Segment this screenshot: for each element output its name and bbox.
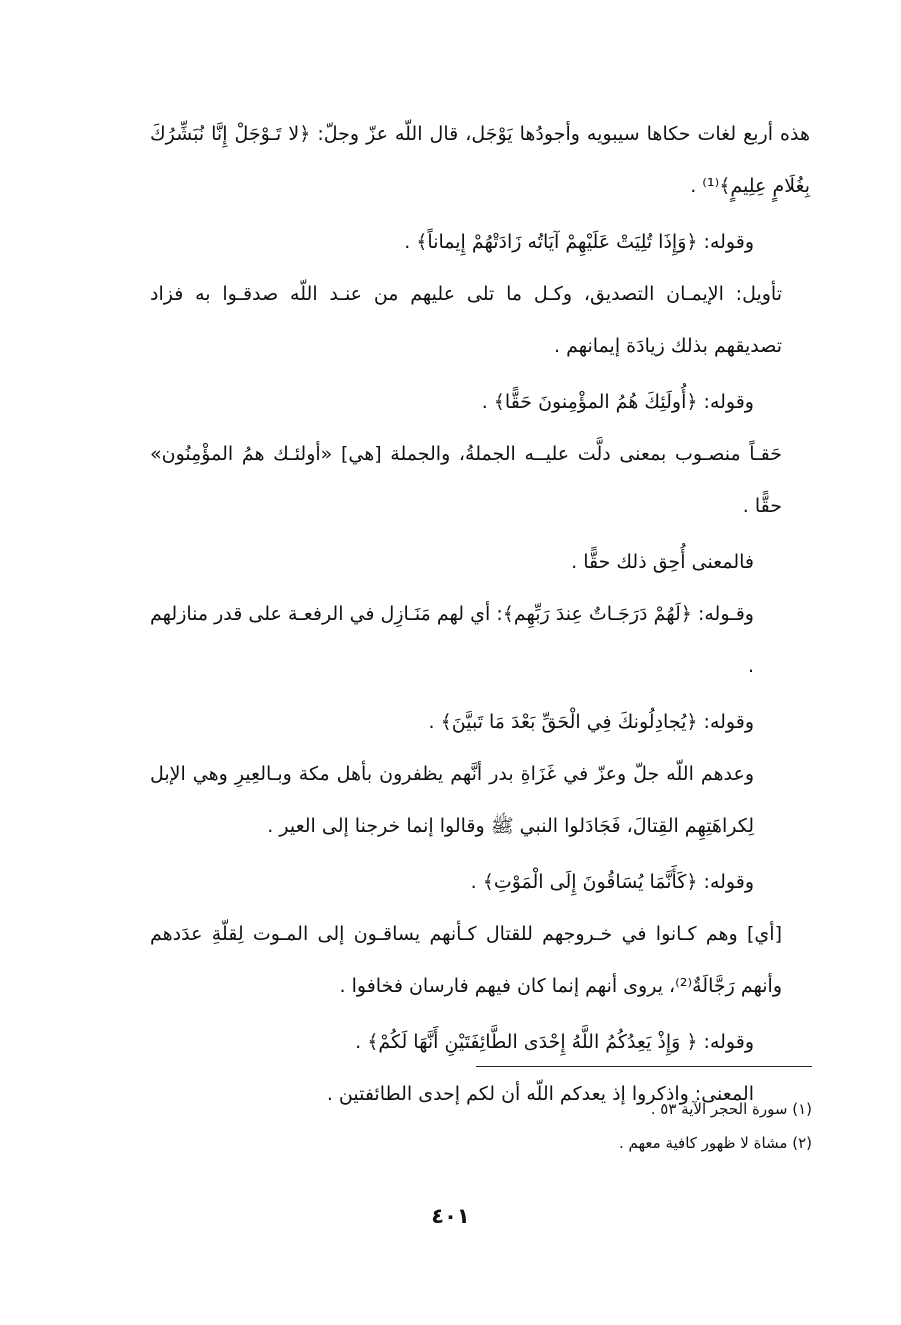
paragraph: وعدهم اللّه جلّ وعزّ في غَزَاةِ بدر أنَّهم يظفرون بأهل مكة وبـالعِيرِ وهي الإبل لِكراهَتِهِم القِتالَ، فَجَادَلوا النبي ﷺ وقالوا إنما خرجنا إلى العير . bbox=[150, 763, 754, 837]
page-number: ٤٠١ bbox=[431, 1204, 470, 1228]
paragraph: [أي] وهم كـانوا في خـروجهم للقتال كـأنهم يساقـون إلى المـوت لِقلّةِ عدَدهم وأنهم رَجَّالَةٌ⁽²⁾، يروى أنهم إنما كان فيهم فارسان فخافوا . bbox=[150, 923, 782, 997]
paragraph: وقوله: ﴿كَأَنَّمَا يُسَاقُونَ إِلَى الْمَوْتِ﴾ . bbox=[470, 871, 754, 893]
paragraph: هذه أربع لغات حكاها سيبويه وأجودُها يَوْجَل، قال اللّه عزّ وجلّ: ﴿لا تَـوْجَلْ إِنَّا نُبَشِّرُكَ بِغُلَامٍ عِلِيمٍ﴾⁽¹⁾ . bbox=[150, 123, 810, 197]
paragraph: وقـوله: ﴿لَهُمْ دَرَجَـاتٌ عِندَ رَبِّهِم﴾: أي لهم مَنَـازِل في الرفعـة على قدر منازلهم . bbox=[150, 603, 754, 677]
footnote-divider bbox=[476, 1066, 812, 1067]
body-text bbox=[150, 108, 810, 1120]
footnote: (٢) مشاة لا ظهور كافية معهم . bbox=[618, 1134, 812, 1152]
paragraph: وقوله: ﴿ وَإِذْ يَعِدُكُمُ اللَّهُ إِحْدَى الطَّائِفَتَيْنِ أَنَّهَا لَكُمْ﴾ . bbox=[355, 1031, 754, 1053]
paragraph: فالمعنى أُحِق ذلك حقًّا . bbox=[571, 551, 754, 573]
paragraph: وقوله: ﴿يُجادِلُونكَ فِي الْحَقِّ بَعْدَ مَا تَبيَّنَ﴾ . bbox=[428, 711, 754, 733]
paragraph: وقوله: ﴿أُولَئِكَ هُمُ المؤْمِنونَ حَقًّا﴾ . bbox=[481, 391, 754, 413]
paragraph: حَقـاً منصـوب بمعنى دلَّت عليــه الجملةُ، والجملة [هي] «أولئـك همُ المؤْمِنُون» حقًّا . bbox=[150, 443, 782, 517]
footnote: (١) سورة الحجر الآية ٥٣ . bbox=[650, 1100, 812, 1118]
paragraph: المعنى: واذكروا إذ يعدكم اللّه أن لكم إحدى الطائفتين . bbox=[326, 1083, 754, 1105]
paragraph: وقوله: ﴿وَإِذَا تُلِيَتْ عَلَيْهِمْ آيَاتُه زَادَتْهُمْ إِيماناً﴾ . bbox=[404, 231, 754, 253]
paragraph: تأويل: الإيمـان التصديق، وكـل ما تلى عليهم من عنـد اللّه صدقـوا به فزاد تصديقهم بذلك زيادَة إيمانهم . bbox=[150, 283, 782, 357]
footnotes bbox=[476, 1092, 812, 1160]
